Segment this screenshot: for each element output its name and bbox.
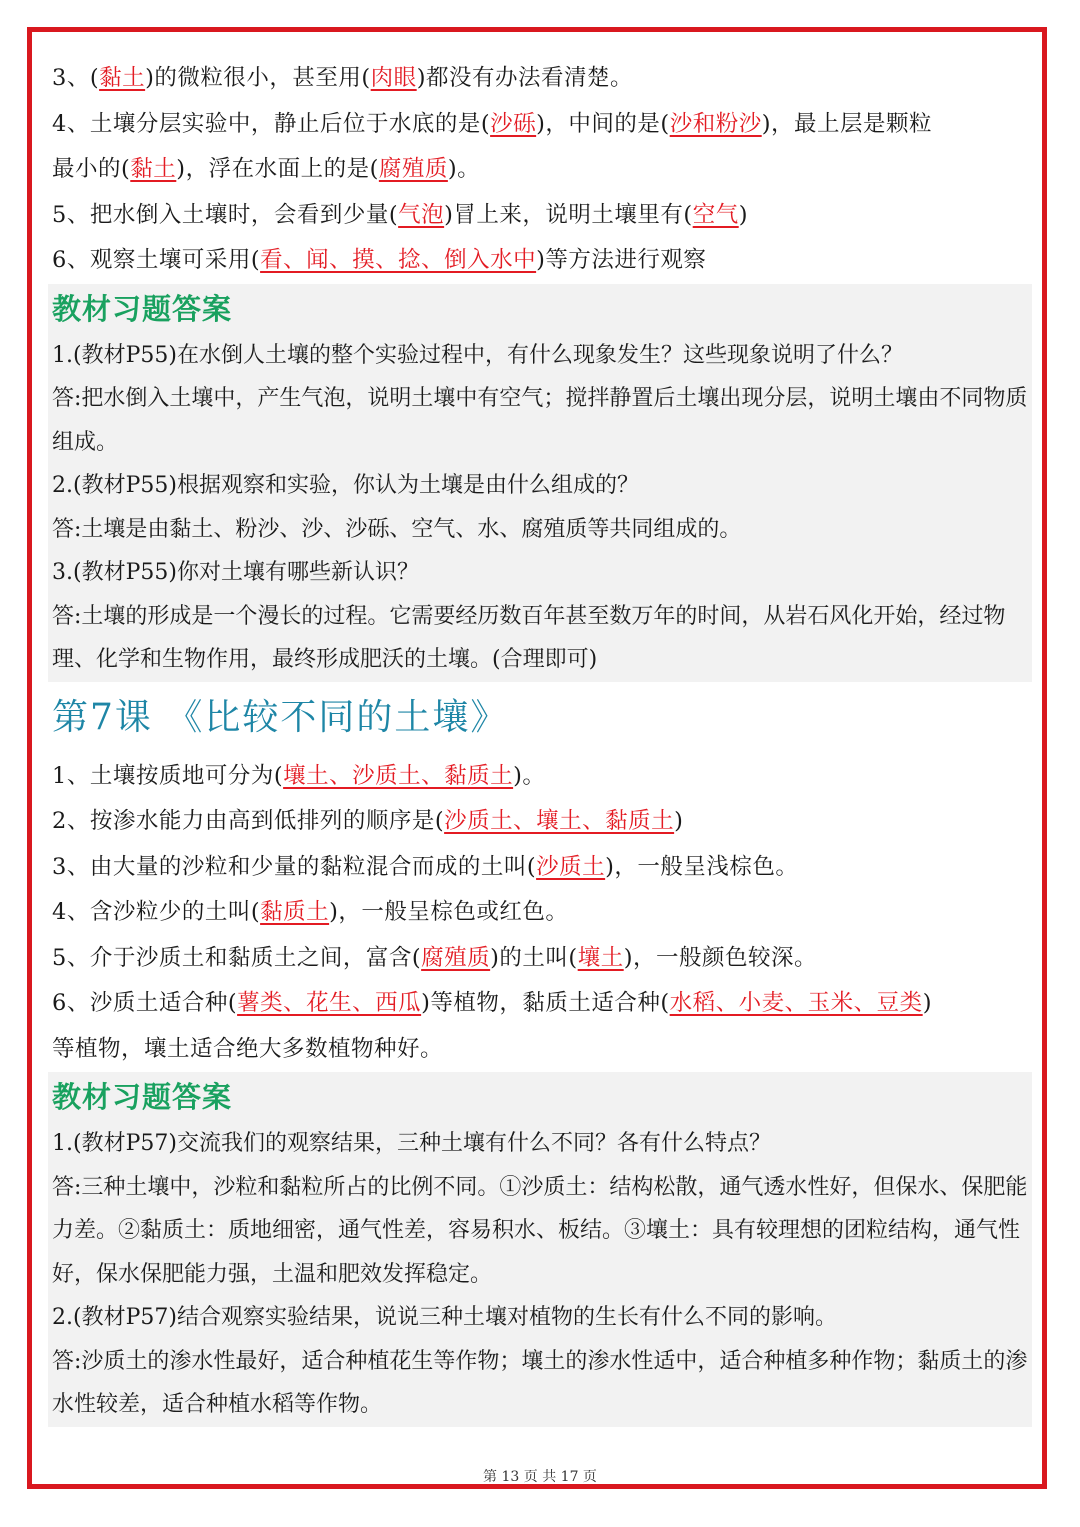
list-item — [52, 56, 1032, 102]
item-text: 5、把水倒入土壤时，会看到少量( — [52, 201, 399, 228]
answer-text: 黏土 — [99, 65, 146, 91]
list-item — [52, 981, 1032, 1027]
item-text: )，一般呈浅棕色。 — [605, 853, 799, 880]
answer-paragraph: 答:土壤的形成是一个漫长的过程。它需要经历数百年甚至数万年的时间，从岩石风化开始，经过物理、化学和生物作用，最终形成肥沃的土壤。(合理即可) — [52, 603, 1006, 672]
answer-text: 壤土 — [577, 944, 624, 971]
answer-paragraph: 答:土壤是由黏土、粉沙、沙、沙砾、空气、水、腐殖质等共同组成的。 — [52, 516, 742, 542]
item-text: )，一般颜色较深。 — [623, 944, 817, 971]
question-text: 1.(教材P57)交流我们的观察结果，三种土壤有什么不同？各有什么特点？ — [52, 1131, 771, 1156]
question-text: 2.(教材P57)结合观察实验结果，说说三种土壤对植物的生长有什么不同的影响。 — [52, 1305, 837, 1330]
item-text: ) — [738, 201, 748, 228]
answer-text: 黏土 — [130, 156, 177, 182]
item-text: )都没有办法看清楚。 — [416, 65, 633, 91]
lesson6-list — [52, 56, 1032, 284]
answer-text: 看、闻、摸、捻、倒入水中 — [260, 247, 537, 273]
question-text: 1.(教材P55)在水倒人土壤的整个实验过程中，有什么现象发生？这些现象说明了什么？ — [52, 342, 903, 368]
exercise-section-1 — [48, 284, 1032, 682]
item-text: )的土叫( — [490, 944, 578, 971]
page-content — [52, 56, 1032, 1427]
item-text: 4、土壤分层实验中，静止后位于水底的是( — [52, 110, 491, 137]
item-text: )等方法进行观察 — [536, 247, 707, 273]
answer-text: 腐殖质 — [421, 944, 491, 971]
list-item — [52, 890, 1032, 936]
answer-text: 气泡 — [398, 201, 445, 228]
item-text: )，一般呈棕色或红色。 — [329, 899, 569, 925]
item-text: )冒上来，说明土壤里有( — [444, 201, 693, 228]
item-text: ) — [674, 808, 684, 834]
item-text: ) — [922, 990, 932, 1016]
list-item — [52, 936, 1032, 982]
lesson-title: 第7课 《比较不同的土壤》 — [52, 696, 509, 738]
item-text: )等植物，黏质土适合种( — [421, 990, 670, 1016]
list-item — [52, 754, 1032, 800]
question-text: 2.(教材P55)根据观察和实验，你认为土壤是由什么组成的？ — [52, 473, 639, 498]
section-title: 教材习题答案 — [52, 1080, 233, 1114]
list-item-continuation: 等植物，壤土适合绝大多数植物种好。 — [52, 1035, 444, 1062]
item-text: )，中间的是( — [536, 110, 670, 137]
item-text: 最小的( — [52, 156, 131, 182]
answer-text: 水稻、小麦、玉米、豆类 — [669, 990, 923, 1016]
list-item — [52, 147, 1032, 193]
list-item — [52, 845, 1032, 891]
item-text: 3、( — [52, 65, 100, 91]
answer-text: 沙和粉沙 — [669, 110, 762, 137]
answer-text: 薯类、花生、西瓜 — [237, 990, 422, 1016]
answer-text: 腐殖质 — [378, 156, 448, 182]
page-footer: 第 13 页 共 17 页 — [483, 1469, 597, 1485]
answer-text: 黏质土 — [260, 899, 330, 925]
item-text: 5、介于沙质土和黏质土之间，富含( — [52, 944, 422, 971]
item-text: 6、沙质土适合种( — [52, 990, 238, 1016]
item-text: 4、含沙粒少的土叫( — [52, 899, 261, 925]
list-item — [52, 799, 1032, 845]
answer-paragraph: 答:把水倒入土壤中，产生气泡，说明土壤中有空气；搅拌静置后土壤出现分层，说明土壤由不同物质组成。 — [52, 386, 1028, 455]
list-item — [52, 102, 1032, 148]
list-item — [52, 193, 1032, 239]
answer-text: 沙砾 — [490, 110, 537, 137]
question-text: 3.(教材P55)你对土壤有哪些新认识？ — [52, 560, 419, 585]
item-text: )，最上层是颗粒 — [761, 110, 932, 137]
answer-text: 沙质土、壤土、黏质土 — [444, 808, 675, 834]
item-text: 3、由大量的沙粒和少量的黏粒混合而成的土叫( — [52, 853, 537, 880]
item-text: 6、观察土壤可采用( — [52, 247, 261, 273]
answer-text: 壤土、沙质土、黏质土 — [283, 762, 514, 789]
list-item — [52, 238, 1032, 284]
answer-paragraph: 答:沙质土的渗水性最好，适合种植花生等作物；壤土的渗水性适中，适合种植多种作物；黏质土的渗水性较差，适合种植水稻等作物。 — [52, 1348, 1028, 1417]
answer-text: 空气 — [692, 201, 739, 228]
item-text: )。 — [513, 762, 546, 789]
exercise-section-2 — [48, 1072, 1032, 1427]
answer-paragraph: 答:三种土壤中，沙粒和黏粒所占的比例不同。①沙质土：结构松散，通气透水性好，但保水、保肥能力差。②黏质土：质地细密，通气性差，容易积水、板结。③壤土：具有较理想的团粒结构，通气性好，保水保肥能力强，土温和肥效发挥稳定。 — [52, 1174, 1028, 1287]
answer-text: 肉眼 — [370, 65, 417, 91]
answer-text: 沙质土 — [536, 853, 606, 880]
section-title: 教材习题答案 — [52, 291, 233, 326]
item-text: 2、按渗水能力由高到低排列的顺序是( — [52, 808, 445, 834]
item-text: )的微粒很小，甚至用( — [145, 65, 371, 91]
item-text: 1、土壤按质地可分为( — [52, 762, 284, 789]
item-text: )。 — [447, 156, 481, 182]
item-text: )，浮在水面上的是( — [176, 156, 379, 182]
lesson7-list — [52, 754, 1032, 1073]
